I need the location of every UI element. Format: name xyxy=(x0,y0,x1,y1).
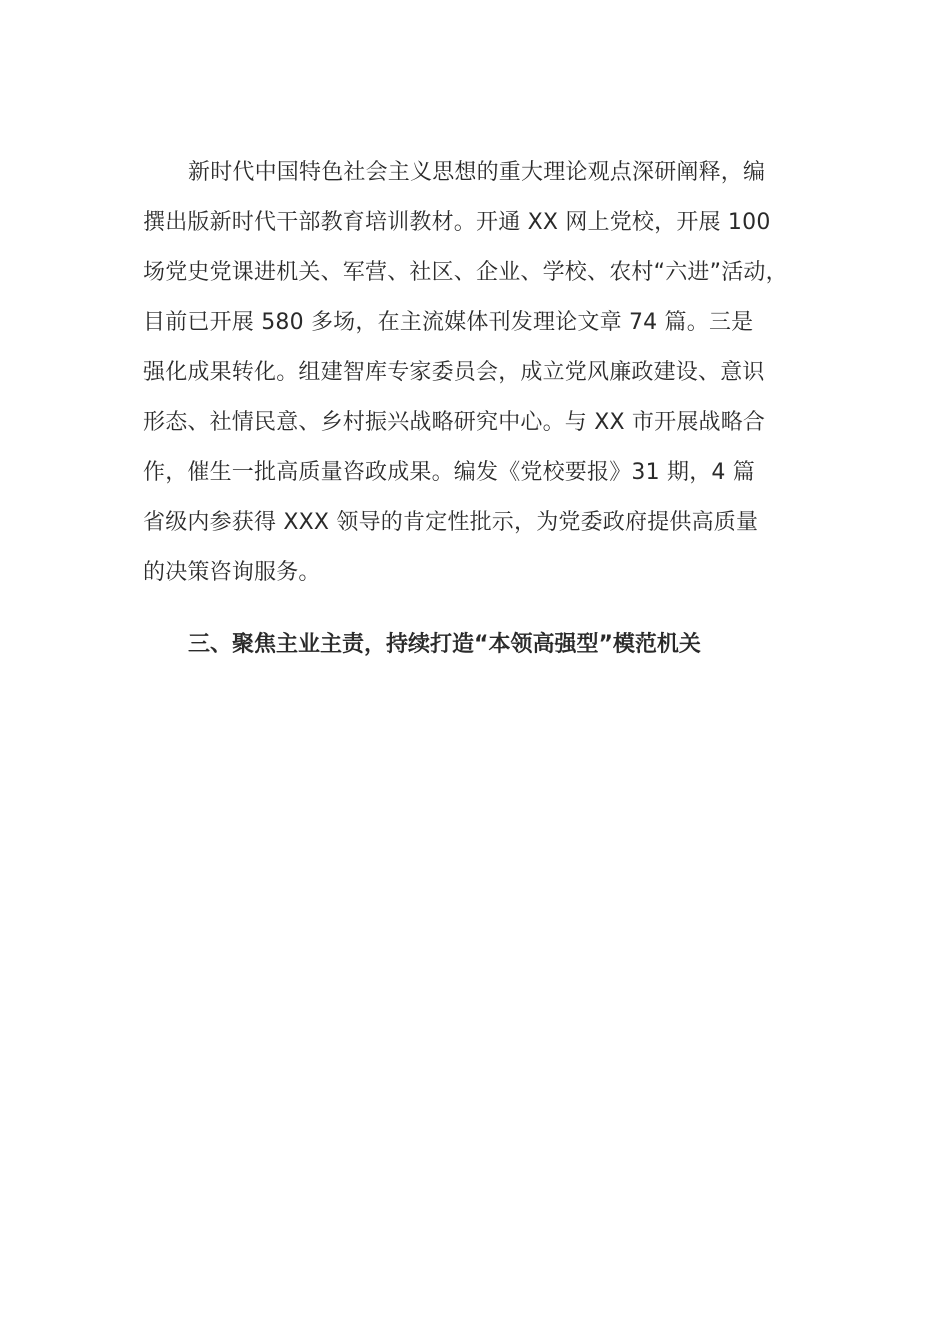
paragraph-line-7: 作，催生一批高质量咨政成果。编发《党校要报》31 期，4 篇 xyxy=(143,460,755,485)
paragraph-line-6: 形态、社情民意、乡村振兴战略研究中心。与 XX 市开展战略合 xyxy=(143,410,766,435)
paragraph-line-5: 强化成果转化。组建智库专家委员会，成立党风廉政建设、意识 xyxy=(143,360,765,385)
paragraph-line-1: 新时代中国特色社会主义思想的重大理论观点深研阐释，编 xyxy=(188,160,766,185)
paragraph-line-9: 的决策咨询服务。 xyxy=(143,560,321,585)
paragraph-line-4: 目前已开展 580 多场，在主流媒体刊发理论文章 74 篇。三是 xyxy=(143,310,754,335)
paragraph-line-2: 撰出版新时代干部教育培训教材。开通 XX 网上党校，开展 100 xyxy=(143,210,771,235)
paragraph-line-8: 省级内参获得 XXX 领导的肯定性批示，为党委政府提供高质量 xyxy=(143,510,759,535)
body-paragraph xyxy=(143,148,833,598)
paragraph-line-3: 场党史党课进机关、军营、社区、企业、学校、农村“六进”活动， xyxy=(143,260,788,285)
section-heading: 三、聚焦主业主责，持续打造“本领高强型”模范机关 xyxy=(188,632,701,657)
